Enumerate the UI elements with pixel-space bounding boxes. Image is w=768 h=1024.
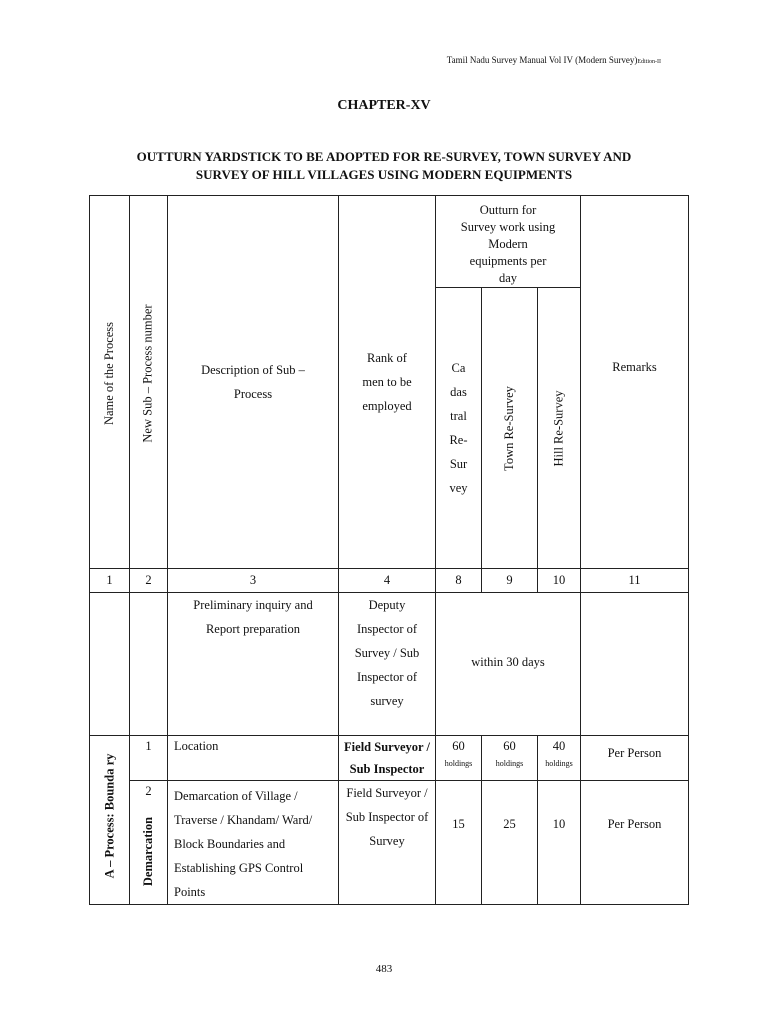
manual-header bbox=[447, 55, 661, 65]
title-line-1: OUTTURN YARDSTICK TO BE ADOPTED FOR RE-SURVEY, TOWN SURVEY AND bbox=[136, 149, 632, 164]
table-row bbox=[90, 593, 689, 736]
edition-label: Edition-II bbox=[637, 59, 661, 65]
row-cadastral: 60 holdings bbox=[436, 736, 482, 781]
header-cadastral: Ca das tral Re- Sur vey bbox=[436, 288, 482, 569]
title-line-2: SURVEY OF HILL VILLAGES USING MODERN EQUIPMENTS bbox=[195, 167, 573, 182]
table-row bbox=[90, 781, 689, 905]
page-title bbox=[100, 148, 668, 184]
column-number: 11 bbox=[581, 569, 689, 593]
row-town: 60 holdings bbox=[482, 736, 538, 781]
column-number: 1 bbox=[90, 569, 130, 593]
row-description: Demarcation of Village / Traverse / Khandam/ Ward/ Block Boundaries and Establishing GPS Control Points bbox=[168, 781, 339, 905]
row-hill: 40 holdings bbox=[538, 736, 581, 781]
prelim-outturn: within 30 days bbox=[436, 593, 581, 736]
row-remarks: Per Person bbox=[581, 736, 689, 781]
row-hill: 10 bbox=[538, 781, 581, 905]
header-description: Description of Sub – Process bbox=[168, 196, 339, 569]
column-number: 8 bbox=[436, 569, 482, 593]
header-town-resurvey: Town Re-Survey bbox=[482, 288, 538, 569]
prelim-rank: Deputy Inspector of Survey / Sub Inspector of survey bbox=[339, 593, 436, 736]
row-description: Location bbox=[168, 736, 339, 781]
header-remarks: Remarks bbox=[581, 196, 689, 569]
chapter-heading: CHAPTER-XV bbox=[337, 98, 431, 113]
sub-process-cell bbox=[130, 593, 168, 736]
process-a-sub-label: Demarcation bbox=[141, 816, 156, 886]
header-outturn-group: Outturn for Survey work using Modern equipments per day bbox=[436, 196, 581, 288]
row-cadastral: 15 bbox=[436, 781, 482, 905]
sub-process-number: 1 bbox=[130, 736, 168, 781]
manual-title: Tamil Nadu Survey Manual Vol IV (Modern Survey) bbox=[446, 55, 638, 65]
header-hill-resurvey: Hill Re-Survey bbox=[538, 288, 581, 569]
row-rank: Field Surveyor / Sub Inspector bbox=[339, 736, 436, 781]
row-rank: Field Surveyor / Sub Inspector of Survey bbox=[339, 781, 436, 905]
row-town: 25 bbox=[482, 781, 538, 905]
process-cell bbox=[90, 593, 130, 736]
header-name-of-process: Name of the Process bbox=[90, 196, 130, 569]
table-row bbox=[90, 736, 689, 781]
header-rank: Rank of men to be employed bbox=[339, 196, 436, 569]
prelim-description: Preliminary inquiry and Report preparation bbox=[168, 593, 339, 736]
column-number: 10 bbox=[538, 569, 581, 593]
process-a-label: A – Process: Bounda ry bbox=[102, 753, 117, 879]
sub-process-number: 2 bbox=[145, 784, 152, 798]
column-number: 2 bbox=[130, 569, 168, 593]
page-number: 483 bbox=[375, 963, 393, 975]
sub-process-cell bbox=[130, 781, 168, 905]
outturn-table bbox=[89, 195, 689, 905]
column-number: 4 bbox=[339, 569, 436, 593]
prelim-remarks bbox=[581, 593, 689, 736]
column-number: 3 bbox=[168, 569, 339, 593]
column-number-row bbox=[90, 569, 689, 593]
column-number: 9 bbox=[482, 569, 538, 593]
row-remarks: Per Person bbox=[581, 781, 689, 905]
header-sub-process-number: New Sub – Process number bbox=[130, 196, 168, 569]
